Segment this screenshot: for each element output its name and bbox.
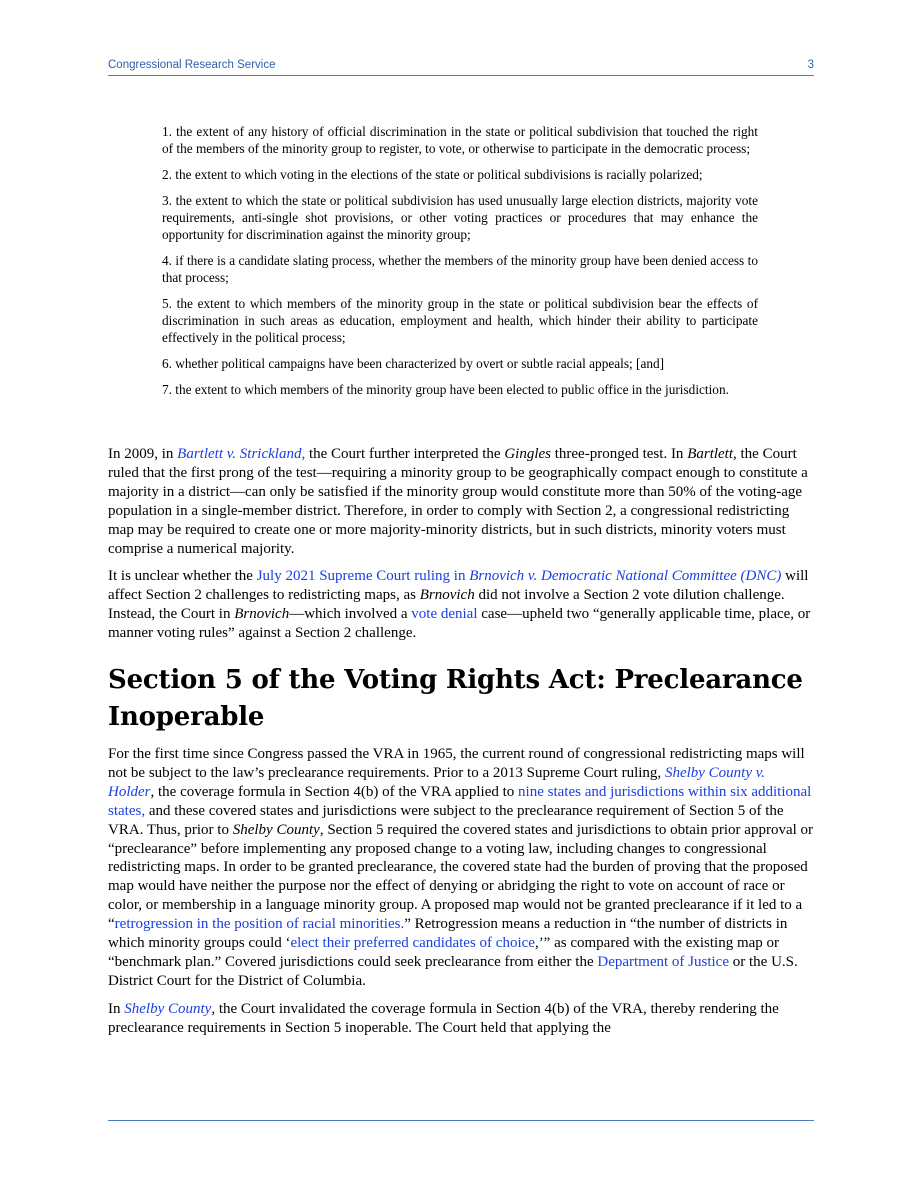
link-text: Shelby County v. Holder [108,764,766,800]
text-run: ” Retrogression means a reduction in “the number of districts in which minority groups could ‘ [108,916,788,952]
text-run: and these covered states and jurisdictions were subject to the preclearance requirement of Section 5 of the VRA. Thus, prior to [108,802,784,838]
header-org: Congressional Research Service [108,59,276,71]
text-run: , the Court ruled that the first prong of the test—requiring a minority group to be geographically compact enough to constitute a majority in a district—can only be satisfied if the minority group would constitute more than 50% of the voting-age population in a single-member district. Therefore, in order to comply with Section 2, a congressional redistricting map may be required to create one or more majority-minority districts, but in such districts, minority voters must comprise a numerical majority. [108,446,808,557]
page-header [108,57,814,76]
factor-item-4: 4. if there is a candidate slating process, whether the members of the minority group have been denied access to that process; [162,253,758,285]
link-brnovich-ruling[interactable] [257,568,782,584]
text-run: It is unclear whether the [108,568,257,585]
text-run: , Section 5 required the covered states and jurisdictions to obtain prior approval or “preclearance” before implementing any proposed change to a voting law, including changes to congressional redistricting maps. In order to be granted preclearance, the covered state had the burden of proving that the proposed map would have neither the purpose nor the effect of denying or abridging the right to vote on account of race or color, or membership in a language minority group. A proposed map would not be granted preclearance if it led to a “ [108,821,814,933]
paragraph-bartlett [108,445,814,558]
text-run: In [108,1000,125,1017]
link-text-case: Brnovich v. Democratic National Committee (DNC) [469,568,782,585]
paragraph-preclearance [108,745,814,991]
case-name: Brnovich [419,587,475,604]
section2-body [108,445,814,652]
factor-item-3: 3. the extent to which the state or political subdivision has used unusually large election districts, majority vote requirements, anti-single shot provisions, or other voting practices or procedures that may enhance the opportunity for discrimination against the minority group; [162,193,758,242]
text-run: For the first time since Congress passed the VRA in 1965, the current round of congressional redistricting maps will not be subject to the law’s preclearance requirements. Prior to a 2013 Supreme Court ruling, [108,746,805,781]
link-elect-candidates[interactable]: elect their preferred candidates of choice [290,935,535,952]
link-vote-denial[interactable]: vote denial [411,606,478,623]
text-run: three-pronged test. In [550,446,688,462]
section-heading: Section 5 of the Voting Rights Act: Preclearance Inoperable [108,665,803,732]
text-run: , the coverage formula in Section 4(b) of the VRA applied to [150,783,519,800]
section5-body [108,745,814,1047]
link-retrogression[interactable]: retrogression in the position of racial minorities. [114,916,405,933]
factor-item-1: 1. the extent of any history of official discrimination in the state or political subdivision that touched the right of the members of the minority group to register, to vote, or otherwise to participate in the democratic process; [162,124,758,156]
link-bartlett-v-strickland[interactable] [177,446,305,462]
case-name: Bartlett [687,446,734,462]
page-number: 3 [807,59,814,71]
text-run: , the Court invalidated the coverage formula in Section 4(b) of the VRA, thereby rendering the preclearance requirements in Section 5 inoperable. The Court held that applying the [108,1000,779,1036]
text-run: —which involved a [289,606,412,623]
link-department-of-justice[interactable]: Department of Justice [597,953,729,970]
text-run: ,’” as compared with the existing map or “benchmark plan.” Covered jurisdictions could seek preclearance from either the [108,935,780,970]
factor-item-7: 7. the extent to which members of the minority group have been elected to public office in the jurisdiction. [162,382,729,397]
link-text: July 2021 Supreme Court ruling in [256,568,470,585]
link-shelby-county[interactable] [124,1001,211,1017]
case-name: Gingles [504,446,551,462]
case-name: Brnovich [234,606,290,623]
text-run: In 2009, in [108,446,178,462]
text-run: case—upheld two “generally applicable time, place, or manner voting rules” against a Section 2 challenge. [108,606,811,642]
text-run: the Court further interpreted the [305,446,505,462]
link-text: Bartlett v. Strickland, [177,446,306,462]
paragraph-brnovich [108,567,814,643]
factor-item-6: 6. whether political campaigns have been characterized by overt or subtle racial appeals; [and] [162,356,665,371]
footer-rule [108,1120,814,1121]
text-run: or the U.S. District Court for the District of Columbia. [108,953,798,989]
factor-item-5: 5. the extent to which members of the minority group in the state or political subdivision bear the effects of discrimination in such areas as education, employment and health, which hinder their ability to participate effectively in the political process; [162,296,758,345]
factors-blockquote [162,123,758,407]
factor-item-2: 2. the extent to which voting in the elections of the state or political subdivisions is racially polarized; [162,167,703,182]
case-name: Shelby County [232,821,320,838]
text-run: did not involve a Section 2 vote dilution challenge. Instead, the Court in [108,587,785,623]
link-text: Shelby County [124,1000,212,1017]
paragraph-shelby [108,1000,814,1038]
link-nine-states[interactable]: nine states and jurisdictions within six additional states, [108,783,812,819]
text-run: will affect Section 2 challenges to redistricting maps, as [108,568,809,604]
